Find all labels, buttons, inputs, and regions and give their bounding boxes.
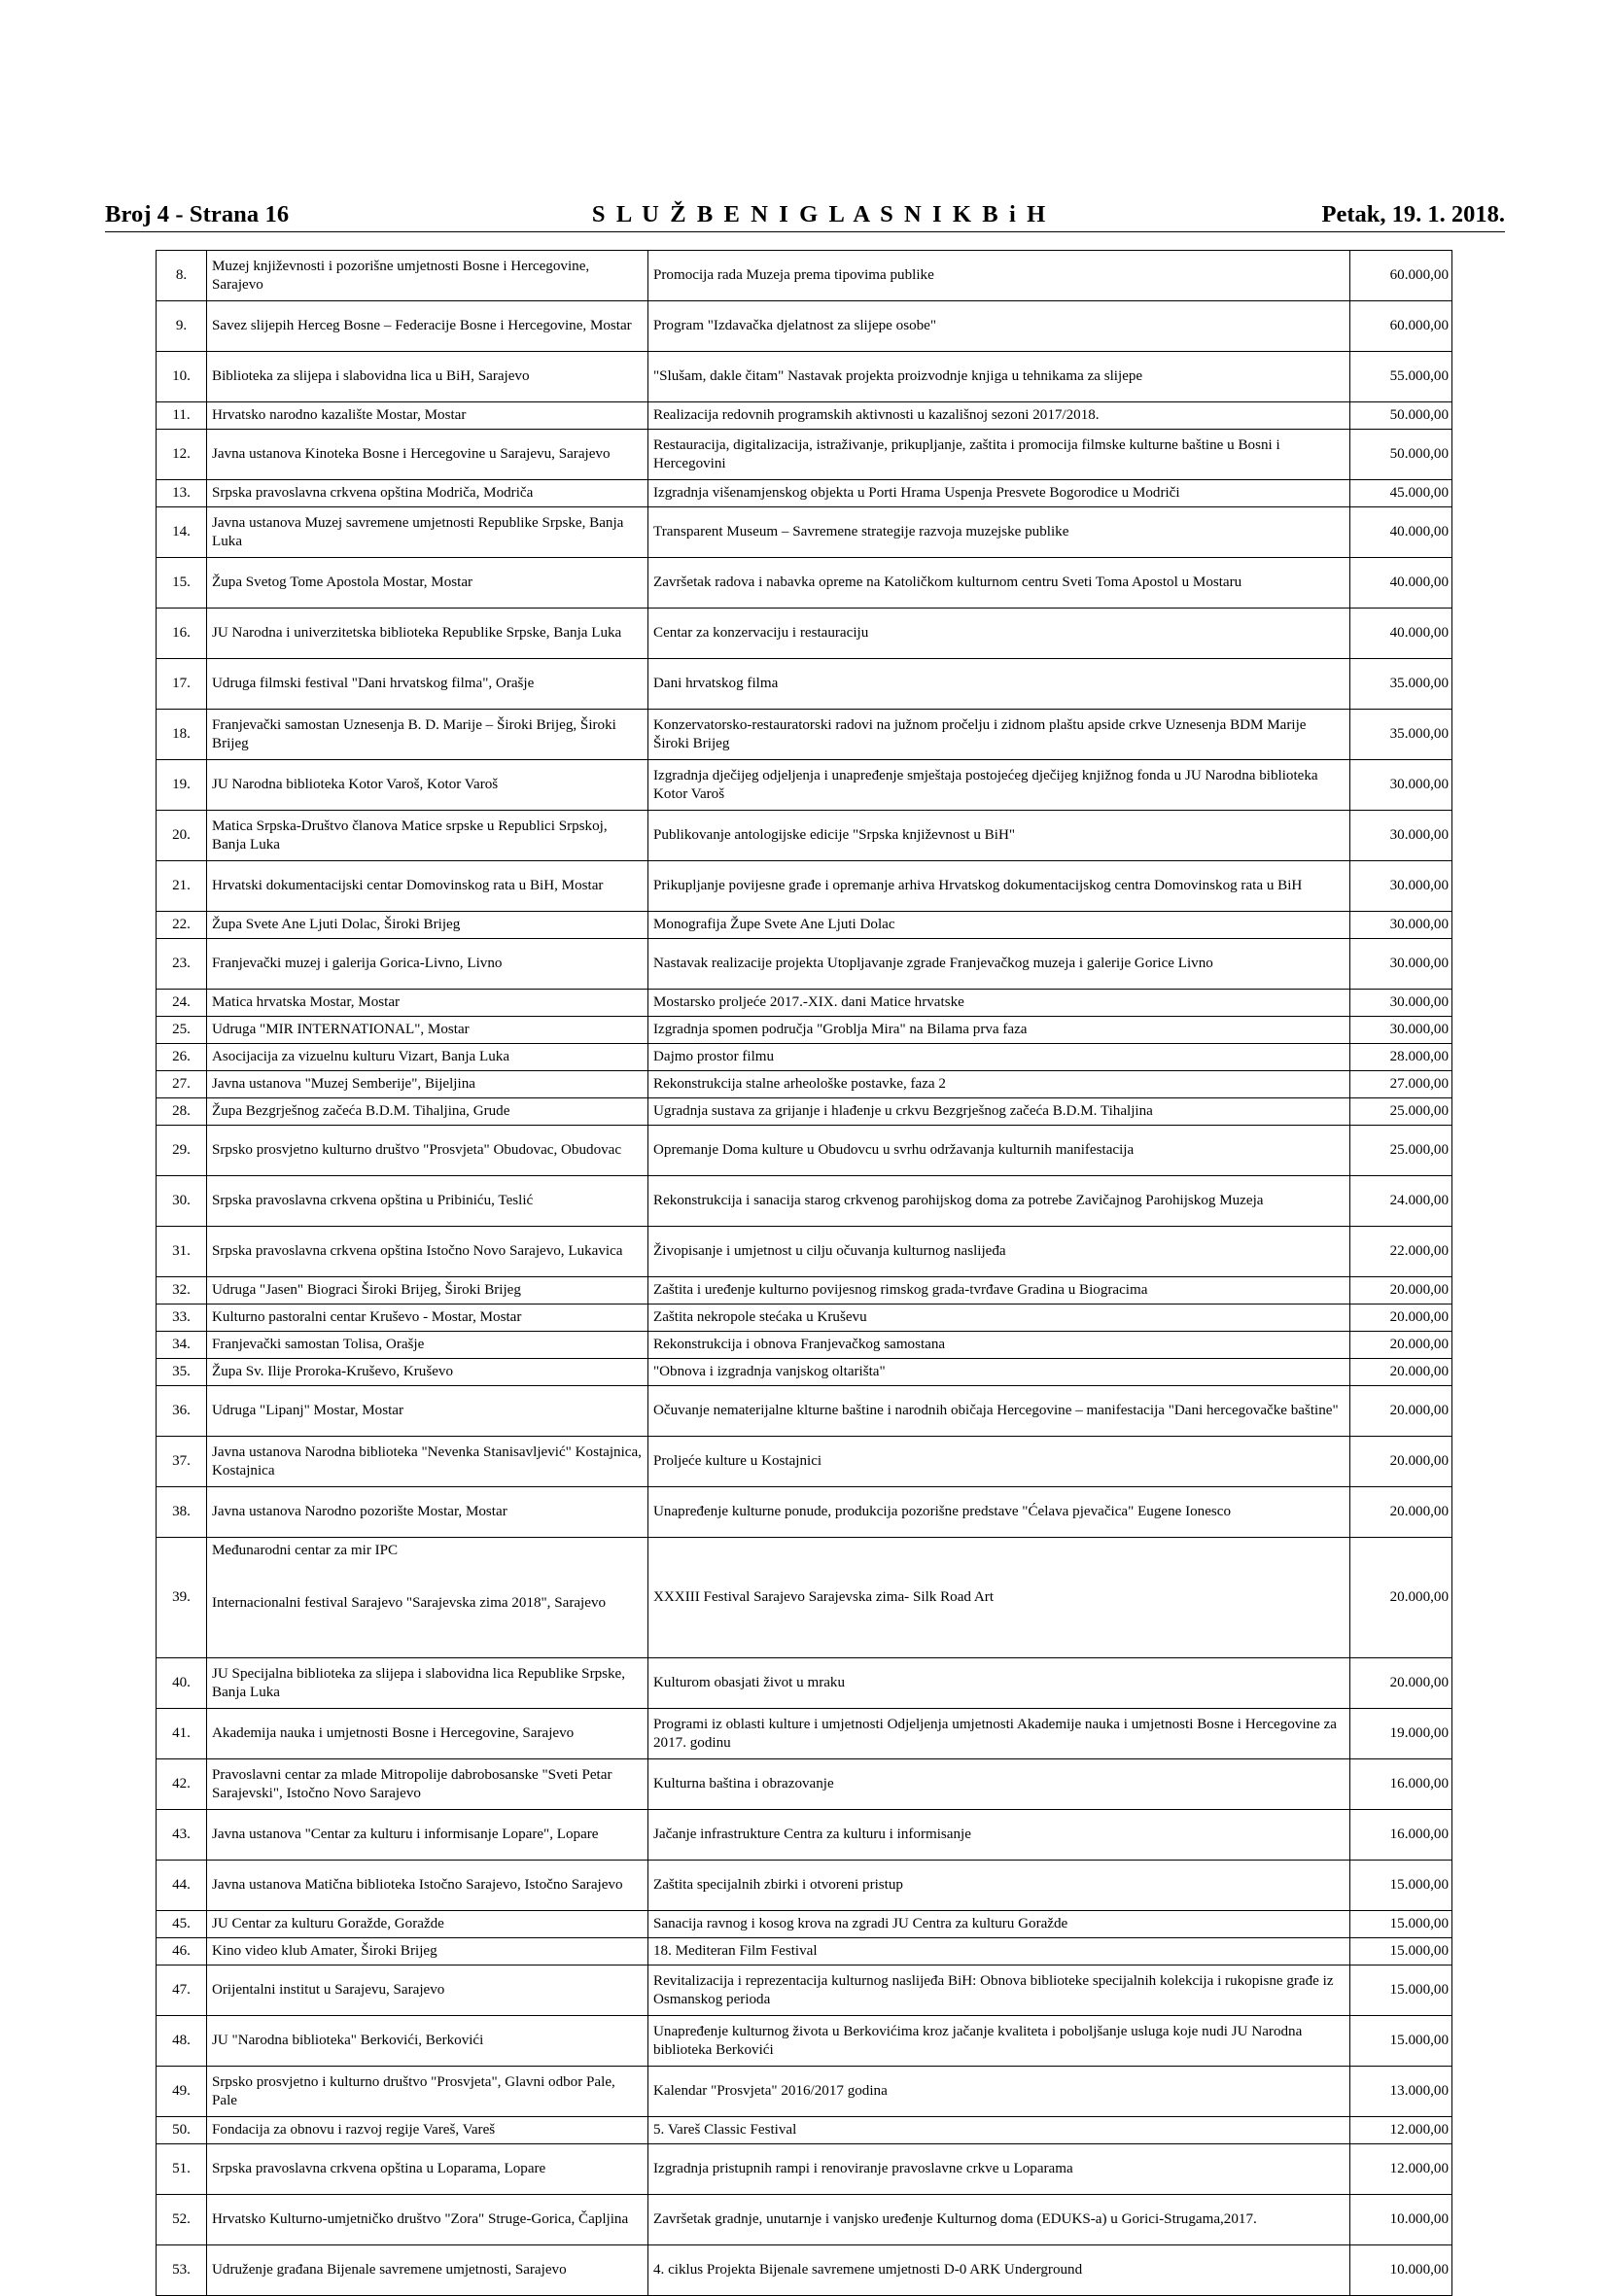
- row-project: Očuvanje nematerijalne klturne baštine i narodnih običaja Hercegovine – manifestacija "Dani hercegovačke baštine": [648, 1386, 1350, 1437]
- row-project: Opremanje Doma kulture u Obudovcu u svrhu održavanja kulturnih manifestacija: [648, 1126, 1350, 1176]
- row-amount: 25.000,00: [1350, 1126, 1452, 1176]
- table-row: [157, 1861, 1452, 1911]
- table-row: [157, 1487, 1452, 1538]
- row-amount: 35.000,00: [1350, 659, 1452, 710]
- row-project: Promocija rada Muzeja prema tipovima publike: [648, 251, 1350, 301]
- row-organization: Župa Bezgrješnog začeća B.D.M. Tihaljina, Grude: [207, 1098, 648, 1126]
- row-organization: Kulturno pastoralni centar Kruševo - Mostar, Mostar: [207, 1305, 648, 1332]
- row-organization: Muzej književnosti i pozorišne umjetnosti Bosne i Hercegovine, Sarajevo: [207, 251, 648, 301]
- table-row: [157, 710, 1452, 760]
- row-number: 33.: [157, 1305, 207, 1332]
- row-organization: JU Narodna i univerzitetska biblioteka Republike Srpske, Banja Luka: [207, 609, 648, 659]
- row-organization: Asocijacija za vizuelnu kulturu Vizart, Banja Luka: [207, 1044, 648, 1071]
- row-amount: 40.000,00: [1350, 507, 1452, 558]
- row-project: Dani hrvatskog filma: [648, 659, 1350, 710]
- table-row: [157, 912, 1452, 939]
- row-project: Ugradnja sustava za grijanje i hlađenje u crkvu Bezgrješnog začeća B.D.M. Tihaljina: [648, 1098, 1350, 1126]
- row-number: 30.: [157, 1176, 207, 1227]
- row-amount: 13.000,00: [1350, 2067, 1452, 2117]
- row-amount: 20.000,00: [1350, 1437, 1452, 1487]
- table-row: [157, 352, 1452, 402]
- row-project: "Obnova i izgradnja vanjskog oltarišta": [648, 1359, 1350, 1386]
- row-amount: 20.000,00: [1350, 1386, 1452, 1437]
- row-amount: 15.000,00: [1350, 1938, 1452, 1966]
- row-project: Izgradnja spomen područja "Groblja Mira" na Bilama prva faza: [648, 1017, 1350, 1044]
- row-organization: Hrvatsko narodno kazalište Mostar, Mostar: [207, 402, 648, 430]
- row-organization: Srpska pravoslavna crkvena opština u Pribiniću, Teslić: [207, 1176, 648, 1227]
- row-amount: 20.000,00: [1350, 1305, 1452, 1332]
- table-row: [157, 1437, 1452, 1487]
- row-number: 29.: [157, 1126, 207, 1176]
- row-number: 17.: [157, 659, 207, 710]
- row-project: Završetak gradnje, unutarnje i vanjsko uređenje Kulturnog doma (EDUKS-a) u Gorici-Strugama,2017.: [648, 2195, 1350, 2245]
- row-project: Zaštita nekropole stećaka u Kruševu: [648, 1305, 1350, 1332]
- table-row: [157, 1359, 1452, 1386]
- row-amount: 12.000,00: [1350, 2144, 1452, 2195]
- table-row: [157, 2016, 1452, 2067]
- running-head-left: Broj 4 - Strana 16: [105, 201, 290, 227]
- row-project: Kulturna baština i obrazovanje: [648, 1759, 1350, 1810]
- row-organization: Župa Sv. Ilije Proroka-Kruševo, Kruševo: [207, 1359, 648, 1386]
- table-row: [157, 861, 1452, 912]
- row-amount: 40.000,00: [1350, 558, 1452, 609]
- row-project: Rekonstrukcija i obnova Franjevačkog samostana: [648, 1332, 1350, 1359]
- row-number: 44.: [157, 1861, 207, 1911]
- row-organization: Srpsko prosvjetno kulturno društvo "Prosvjeta" Obudovac, Obudovac: [207, 1126, 648, 1176]
- row-project: Realizacija redovnih programskih aktivnosti u kazališnoj sezoni 2017/2018.: [648, 402, 1350, 430]
- row-organization: Javna ustanova Matična biblioteka Istočno Sarajevo, Istočno Sarajevo: [207, 1861, 648, 1911]
- row-organization: Akademija nauka i umjetnosti Bosne i Hercegovine, Sarajevo: [207, 1709, 648, 1759]
- row-project: Unapređenje kulturnog života u Berkovićima kroz jačanje kvaliteta i poboljšanje usluga koje nudi JU Narodna biblioteka Berkovići: [648, 2016, 1350, 2067]
- row-project: XXXIII Festival Sarajevo Sarajevska zima- Silk Road Art: [648, 1538, 1350, 1658]
- row-amount: 40.000,00: [1350, 609, 1452, 659]
- table-row: [157, 609, 1452, 659]
- row-organization: Javna ustanova "Muzej Semberije", Bijeljina: [207, 1071, 648, 1098]
- row-number: 52.: [157, 2195, 207, 2245]
- organization-line-2: Internacionalni festival Sarajevo "Sarajevska zima 2018", Sarajevo: [212, 1595, 607, 1612]
- row-number: 38.: [157, 1487, 207, 1538]
- row-amount: 25.000,00: [1350, 1098, 1452, 1126]
- row-number: 46.: [157, 1938, 207, 1966]
- row-number: 20.: [157, 811, 207, 861]
- table-row: [157, 1017, 1452, 1044]
- row-organization: Srpska pravoslavna crkvena opština u Loparama, Lopare: [207, 2144, 648, 2195]
- row-organization: Udruga "MIR INTERNATIONAL", Mostar: [207, 1017, 648, 1044]
- row-amount: 15.000,00: [1350, 1861, 1452, 1911]
- row-amount: 60.000,00: [1350, 251, 1452, 301]
- table-row: [157, 2195, 1452, 2245]
- row-organization: Matica hrvatska Mostar, Mostar: [207, 990, 648, 1017]
- row-organization: Župa Svetog Tome Apostola Mostar, Mostar: [207, 558, 648, 609]
- row-organization: Matica Srpska-Društvo članova Matice srpske u Republici Srpskoj, Banja Luka: [207, 811, 648, 861]
- row-amount: 15.000,00: [1350, 1911, 1452, 1938]
- row-organization: JU "Narodna biblioteka" Berkovići, Berkovići: [207, 2016, 648, 2067]
- row-number: 24.: [157, 990, 207, 1017]
- row-project: Konzervatorsko-restauratorski radovi na južnom pročelju i zidnom plaštu apside crkve Uznesenja BDM Marije Široki Brijeg: [648, 710, 1350, 760]
- row-amount: 16.000,00: [1350, 1810, 1452, 1861]
- table-row: [157, 2245, 1452, 2296]
- row-project: Izgradnja dječijeg odjeljenja i unapređenje smještaja postojećeg dječijeg knjižnog fonda u JU Narodna biblioteka Kotor Varoš: [648, 760, 1350, 811]
- table-row: [157, 2067, 1452, 2117]
- row-amount: 20.000,00: [1350, 1487, 1452, 1538]
- row-organization: Orijentalni institut u Sarajevu, Sarajevo: [207, 1966, 648, 2016]
- table-row: [157, 2144, 1452, 2195]
- row-project: Izgradnja pristupnih rampi i renoviranje pravoslavne crkve u Loparama: [648, 2144, 1350, 2195]
- row-amount: 30.000,00: [1350, 811, 1452, 861]
- row-number: 43.: [157, 1810, 207, 1861]
- table-row: [157, 1938, 1452, 1966]
- row-amount: 30.000,00: [1350, 861, 1452, 912]
- row-project: Programi iz oblasti kulture i umjetnosti Odjeljenja umjetnosti Akademije nauka i umjetnosti Bosne i Hercegovine za 2017. godinu: [648, 1709, 1350, 1759]
- table-row: [157, 480, 1452, 507]
- row-number: 23.: [157, 939, 207, 990]
- row-project: Publikovanje antologijske edicije "Srpska književnost u BiH": [648, 811, 1350, 861]
- row-amount: 30.000,00: [1350, 760, 1452, 811]
- row-number: 19.: [157, 760, 207, 811]
- row-organization: JU Centar za kulturu Goražde, Goražde: [207, 1911, 648, 1938]
- table-row: [157, 1098, 1452, 1126]
- table-row: [157, 1966, 1452, 2016]
- row-project: Sanacija ravnog i kosog krova na zgradi JU Centra za kulturu Goražde: [648, 1911, 1350, 1938]
- row-organization: Župa Svete Ane Ljuti Dolac, Široki Brijeg: [207, 912, 648, 939]
- row-organization: Franjevački samostan Tolisa, Orašje: [207, 1332, 648, 1359]
- table-row: [157, 1810, 1452, 1861]
- row-project: 4. ciklus Projekta Bijenale savremene umjetnosti D-0 ARK Underground: [648, 2245, 1350, 2296]
- row-number: 8.: [157, 251, 207, 301]
- row-project: Jačanje infrastrukture Centra za kulturu i informisanje: [648, 1810, 1350, 1861]
- running-head-title: S L U Ž B E N I G L A S N I K B i H: [591, 201, 1048, 227]
- row-number: 14.: [157, 507, 207, 558]
- row-organization: Udruga "Jasen" Biograci Široki Brijeg, Široki Brijeg: [207, 1277, 648, 1305]
- row-project: 5. Vareš Classic Festival: [648, 2117, 1350, 2144]
- row-project: Kulturom obasjati život u mraku: [648, 1658, 1350, 1709]
- row-number: 40.: [157, 1658, 207, 1709]
- organization-line-1: Međunarodni centar za mir IPC: [212, 1543, 399, 1558]
- row-organization: Franjevački samostan Uznesenja B. D. Marije – Široki Brijeg, Široki Brijeg: [207, 710, 648, 760]
- row-project: Živopisanje i umjetnost u cilju očuvanja kulturnog naslijeđa: [648, 1227, 1350, 1277]
- row-organization: Srpska pravoslavna crkvena opština Modriča, Modriča: [207, 480, 648, 507]
- row-organization: Javna ustanova Narodno pozorište Mostar, Mostar: [207, 1487, 648, 1538]
- row-number: 36.: [157, 1386, 207, 1437]
- row-project: Rekonstrukcija stalne arheološke postavke, faza 2: [648, 1071, 1350, 1098]
- row-project: Zaštita i uređenje kulturno povijesnog rimskog grada-tvrđave Gradina u Biogracima: [648, 1277, 1350, 1305]
- row-number: 39.: [157, 1538, 207, 1658]
- row-amount: 20.000,00: [1350, 1332, 1452, 1359]
- row-organization: Savez slijepih Herceg Bosne – Federacije Bosne i Hercegovine, Mostar: [207, 301, 648, 352]
- row-amount: 20.000,00: [1350, 1359, 1452, 1386]
- table-row: [157, 1305, 1452, 1332]
- table-row: [157, 811, 1452, 861]
- row-project: Završetak radova i nabavka opreme na Katoličkom kulturnom centru Sveti Toma Apostol u Mostaru: [648, 558, 1350, 609]
- row-number: 10.: [157, 352, 207, 402]
- row-organization: Hrvatski dokumentacijski centar Domovinskog rata u BiH, Mostar: [207, 861, 648, 912]
- row-organization: Javna ustanova Narodna biblioteka "Nevenka Stanisavljević" Kostajnica, Kostajnica: [207, 1437, 648, 1487]
- row-number: 35.: [157, 1359, 207, 1386]
- table-row: [157, 402, 1452, 430]
- row-organization: Javna ustanova Muzej savremene umjetnosti Republike Srpske, Banja Luka: [207, 507, 648, 558]
- table-row: [157, 301, 1452, 352]
- row-amount: 45.000,00: [1350, 480, 1452, 507]
- table-row: [157, 507, 1452, 558]
- row-project: Program "Izdavačka djelatnost za slijepe osobe": [648, 301, 1350, 352]
- running-head-right: Petak, 19. 1. 2018.: [1321, 201, 1505, 227]
- running-head: [105, 191, 1505, 232]
- row-amount: 10.000,00: [1350, 2195, 1452, 2245]
- table-row: [157, 1227, 1452, 1277]
- row-number: 32.: [157, 1277, 207, 1305]
- row-organization: Udruga "Lipanj" Mostar, Mostar: [207, 1386, 648, 1437]
- row-number: 45.: [157, 1911, 207, 1938]
- row-amount: 20.000,00: [1350, 1538, 1452, 1658]
- table-row: [157, 1332, 1452, 1359]
- row-number: 22.: [157, 912, 207, 939]
- row-organization: Udruga filmski festival "Dani hrvatskog filma", Orašje: [207, 659, 648, 710]
- row-amount: 22.000,00: [1350, 1227, 1452, 1277]
- table-row: [157, 2117, 1452, 2144]
- row-project: 18. Mediteran Film Festival: [648, 1938, 1350, 1966]
- row-organization: Hrvatsko Kulturno-umjetničko društvo "Zora" Struge-Gorica, Čapljina: [207, 2195, 648, 2245]
- row-amount: 30.000,00: [1350, 1017, 1452, 1044]
- table-row: [157, 1538, 1452, 1658]
- row-number: 42.: [157, 1759, 207, 1810]
- row-amount: 15.000,00: [1350, 2016, 1452, 2067]
- row-amount: 28.000,00: [1350, 1044, 1452, 1071]
- organization-spacer: [212, 1559, 644, 1594]
- row-project: Prikupljanje povijesne građe i opremanje arhiva Hrvatskog dokumentacijskog centra Domovinskog rata u BiH: [648, 861, 1350, 912]
- row-project: Izgradnja višenamjenskog objekta u Porti Hrama Uspenja Presvete Bogorodice u Modriči: [648, 480, 1350, 507]
- row-amount: 12.000,00: [1350, 2117, 1452, 2144]
- row-number: 27.: [157, 1071, 207, 1098]
- row-amount: 20.000,00: [1350, 1658, 1452, 1709]
- row-organization: [207, 1538, 648, 1658]
- row-organization: Udruženje građana Bijenale savremene umjetnosti, Sarajevo: [207, 2245, 648, 2296]
- row-number: 21.: [157, 861, 207, 912]
- row-number: 34.: [157, 1332, 207, 1359]
- row-number: 47.: [157, 1966, 207, 2016]
- row-amount: 30.000,00: [1350, 990, 1452, 1017]
- row-organization: Franjevački muzej i galerija Gorica-Livno, Livno: [207, 939, 648, 990]
- table-row: [157, 430, 1452, 480]
- row-project: "Slušam, dakle čitam" Nastavak projekta proizvodnje knjiga u tehnikama za slijepe: [648, 352, 1350, 402]
- row-amount: 20.000,00: [1350, 1277, 1452, 1305]
- table-row: [157, 1277, 1452, 1305]
- table-row: [157, 1709, 1452, 1759]
- row-number: 18.: [157, 710, 207, 760]
- row-number: 26.: [157, 1044, 207, 1071]
- row-number: 11.: [157, 402, 207, 430]
- table-row: [157, 659, 1452, 710]
- row-amount: 30.000,00: [1350, 912, 1452, 939]
- row-organization: Biblioteka za slijepa i slabovidna lica u BiH, Sarajevo: [207, 352, 648, 402]
- row-project: Proljeće kulture u Kostajnici: [648, 1437, 1350, 1487]
- row-amount: 50.000,00: [1350, 430, 1452, 480]
- table-row: [157, 760, 1452, 811]
- row-number: 28.: [157, 1098, 207, 1126]
- table-row: [157, 558, 1452, 609]
- row-project: Unapređenje kulturne ponude, produkcija pozorišne predstave "Ćelava pjevačica" Eugene Ionesco: [648, 1487, 1350, 1538]
- row-number: 16.: [157, 609, 207, 659]
- row-number: 25.: [157, 1017, 207, 1044]
- table-row: [157, 1126, 1452, 1176]
- row-number: 13.: [157, 480, 207, 507]
- row-organization: Javna ustanova "Centar za kulturu i informisanje Lopare", Lopare: [207, 1810, 648, 1861]
- row-amount: 15.000,00: [1350, 1966, 1452, 2016]
- row-organization: JU Specijalna biblioteka za slijepa i slabovidna lica Republike Srpske, Banja Luka: [207, 1658, 648, 1709]
- table-row: [157, 1176, 1452, 1227]
- row-number: 48.: [157, 2016, 207, 2067]
- row-amount: 50.000,00: [1350, 402, 1452, 430]
- table-row: [157, 939, 1452, 990]
- row-amount: 10.000,00: [1350, 2245, 1452, 2296]
- row-organization: Javna ustanova Kinoteka Bosne i Hercegovine u Sarajevu, Sarajevo: [207, 430, 648, 480]
- table-row: [157, 1386, 1452, 1437]
- table-row: [157, 990, 1452, 1017]
- table-row: [157, 1759, 1452, 1810]
- row-organization: Fondacija za obnovu i razvoj regije Vareš, Vareš: [207, 2117, 648, 2144]
- table-row: [157, 251, 1452, 301]
- row-organization: Srpsko prosvjetno i kulturno društvo "Prosvjeta", Glavni odbor Pale, Pale: [207, 2067, 648, 2117]
- row-amount: 35.000,00: [1350, 710, 1452, 760]
- row-amount: 19.000,00: [1350, 1709, 1452, 1759]
- row-project: Kalendar "Prosvjeta" 2016/2017 godina: [648, 2067, 1350, 2117]
- row-project: Zaštita specijalnih zbirki i otvoreni pristup: [648, 1861, 1350, 1911]
- row-number: 12.: [157, 430, 207, 480]
- row-project: Monografija Župe Svete Ane Ljuti Dolac: [648, 912, 1350, 939]
- table-row: [157, 1911, 1452, 1938]
- row-amount: 60.000,00: [1350, 301, 1452, 352]
- row-project: Dajmo prostor filmu: [648, 1044, 1350, 1071]
- row-project: Centar za konzervaciju i restauraciju: [648, 609, 1350, 659]
- table-row: [157, 1658, 1452, 1709]
- row-number: 41.: [157, 1709, 207, 1759]
- row-number: 15.: [157, 558, 207, 609]
- row-number: 53.: [157, 2245, 207, 2296]
- row-amount: 24.000,00: [1350, 1176, 1452, 1227]
- row-project: Mostarsko proljeće 2017.-XIX. dani Matice hrvatske: [648, 990, 1350, 1017]
- row-number: 51.: [157, 2144, 207, 2195]
- row-amount: 55.000,00: [1350, 352, 1452, 402]
- row-number: 31.: [157, 1227, 207, 1277]
- table-row: [157, 1071, 1452, 1098]
- row-number: 9.: [157, 301, 207, 352]
- row-organization: JU Narodna biblioteka Kotor Varoš, Kotor Varoš: [207, 760, 648, 811]
- row-number: 49.: [157, 2067, 207, 2117]
- row-organization: Pravoslavni centar za mlade Mitropolije dabrobosanske "Sveti Petar Sarajevski", Istočno Novo Sarajevo: [207, 1759, 648, 1810]
- row-number: 50.: [157, 2117, 207, 2144]
- table-row: [157, 1044, 1452, 1071]
- row-project: Restauracija, digitalizacija, istraživanje, prikupljanje, zaštita i promocija filmske kulturne baštine u Bosni i Hercegovini: [648, 430, 1350, 480]
- row-project: Nastavak realizacije projekta Utopljavanje zgrade Franjevačkog muzeja i galerije Gorice Livno: [648, 939, 1350, 990]
- row-organization: Srpska pravoslavna crkvena opština Istočno Novo Sarajevo, Lukavica: [207, 1227, 648, 1277]
- row-project: Transparent Museum – Savremene strategije razvoja muzejske publike: [648, 507, 1350, 558]
- row-number: 37.: [157, 1437, 207, 1487]
- grants-table: [156, 250, 1452, 2296]
- row-organization: Kino video klub Amater, Široki Brijeg: [207, 1938, 648, 1966]
- row-amount: 27.000,00: [1350, 1071, 1452, 1098]
- row-project: Revitalizacija i reprezentacija kulturnog naslijeđa BiH: Obnova biblioteke specijalnih kolekcija i rukopisne građe iz Osmanskog perioda: [648, 1966, 1350, 2016]
- row-amount: 16.000,00: [1350, 1759, 1452, 1810]
- row-amount: 30.000,00: [1350, 939, 1452, 990]
- row-project: Rekonstrukcija i sanacija starog crkvenog parohijskog doma za potrebe Zavičajnog Parohijskog Muzeja: [648, 1176, 1350, 1227]
